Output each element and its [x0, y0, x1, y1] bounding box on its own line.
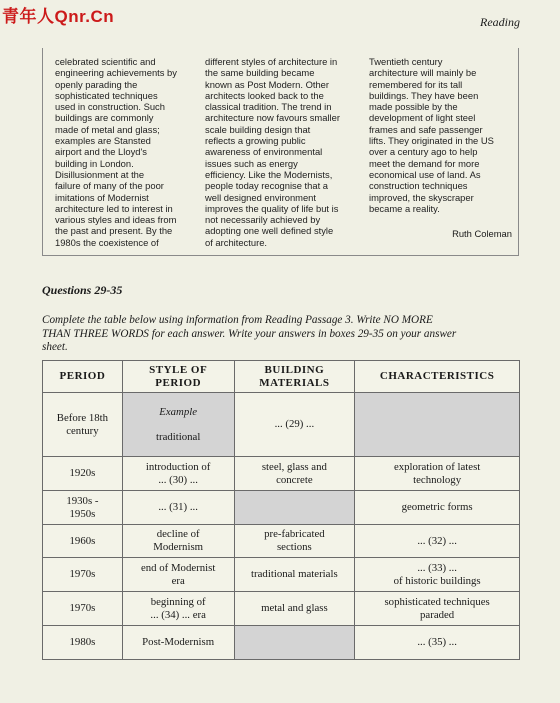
table-row: [43, 457, 520, 491]
cell-text: BUILDING: [264, 363, 325, 376]
passage-line: Twentieth century: [369, 56, 443, 67]
passage-column-3: [369, 56, 514, 214]
materials-cell: [234, 491, 355, 525]
table-row: [43, 491, 520, 525]
period-cell: [43, 393, 123, 457]
header-style: [122, 361, 234, 393]
period-cell: [43, 626, 123, 660]
passage-line: efficiency. Like the Modernists,: [205, 168, 333, 180]
characteristics-cell: [355, 592, 520, 626]
answer-table: [42, 360, 520, 660]
passage-column-2: [205, 56, 357, 248]
cell-text: sections: [276, 541, 312, 553]
running-head: Reading: [480, 15, 520, 29]
cell-text: pre-fabricated: [264, 528, 325, 540]
cell-text: 1930s -: [66, 494, 99, 507]
period-cell: [43, 491, 123, 525]
cell-text: MATERIALS: [259, 376, 330, 389]
materials-cell: [234, 457, 355, 491]
passage-line: architects looked back to the: [205, 89, 324, 101]
passage-line: openly parading the: [55, 78, 138, 90]
passage-line: frames and safe passenger: [369, 123, 483, 135]
cell-text: paraded: [420, 608, 455, 621]
style-cell: [122, 626, 234, 660]
header-materials: [234, 361, 355, 393]
passage-line: lifts. They originated in the US: [369, 135, 494, 147]
passage-line: used in construction. Such: [55, 101, 165, 113]
cell-text: ... (35) ...: [417, 636, 457, 648]
passage-line: examples are Stansted: [55, 135, 151, 147]
characteristics-cell: [355, 393, 520, 457]
passage-line: architecture now favours smaller: [205, 112, 340, 124]
table-row: [43, 393, 520, 457]
passage-line: buildings are commonly: [55, 112, 154, 124]
passage-column-1: [55, 56, 207, 248]
passage-line: airport and the Lloyd's: [55, 146, 147, 158]
cell-text: Before 18th: [56, 411, 109, 424]
cell-text: ... (33) ...: [417, 561, 457, 574]
questions-heading: Questions 29-35: [42, 283, 123, 297]
cell-text: ... (30) ...: [158, 473, 198, 486]
style-cell: [122, 558, 234, 592]
passage-line: the past and present. By the: [55, 225, 173, 237]
header-characteristics: [355, 361, 520, 393]
style-cell: [122, 592, 234, 626]
cell-text: ... (29) ...: [274, 418, 315, 430]
period-cell: [43, 558, 123, 592]
passage-line: construction techniques: [369, 180, 468, 192]
passage-line: over a century ago to help: [369, 146, 478, 158]
cell-text: 1960s: [69, 534, 96, 547]
passage-line: failure of many of the poor: [55, 180, 164, 192]
cell-text: PERIOD: [59, 370, 106, 382]
cell-text: beginning of: [150, 595, 206, 608]
instructions-line: Complete the table below using information from Reading Passage 3. Write NO MORE: [42, 314, 433, 326]
cell-text: ... (34) ... era: [150, 608, 206, 621]
cell-text: PERIOD: [155, 376, 202, 389]
style-cell: [122, 457, 234, 491]
passage-line: engineering achievements by: [55, 67, 177, 79]
passage-line: celebrated scientific and: [55, 56, 156, 67]
table-row: [43, 626, 520, 660]
passage-line: of architecture.: [205, 236, 268, 248]
passage-line: well designed environment: [205, 191, 317, 203]
cell-text: 1970s: [69, 568, 96, 580]
cell-text: STYLE OF: [149, 363, 208, 376]
passage-line: building in London.: [55, 157, 134, 169]
cell-text: end of Modernist: [140, 561, 216, 574]
style-cell: [122, 491, 234, 525]
period-cell: [43, 592, 123, 626]
passage-line: 1980s the coexistence of: [55, 236, 159, 248]
characteristics-cell: [355, 525, 520, 558]
cell-text: decline of: [156, 528, 200, 540]
materials-cell: [234, 393, 355, 457]
passage-line: awareness of environmental: [205, 146, 323, 158]
passage-line: different styles of architecture in: [205, 56, 338, 67]
cell-text: introduction of: [145, 460, 211, 473]
period-cell: [43, 525, 123, 558]
passage-line: made of metal and glass;: [55, 123, 160, 135]
materials-cell: [234, 626, 355, 660]
passage-line: imitations of Modernist: [55, 191, 149, 203]
passage-line: the same building became: [205, 67, 315, 79]
materials-cell: [234, 558, 355, 592]
site-watermark: 青年人Qnr.Cn: [2, 7, 115, 26]
cell-text: steel, glass and: [261, 460, 327, 473]
passage-line: improved, the skyscraper: [369, 191, 474, 203]
passage-line: architecture will mainly be: [369, 67, 477, 79]
passage-line: improves the quality of life but is: [205, 202, 339, 214]
characteristics-cell: [355, 457, 520, 491]
cell-text: era: [171, 574, 185, 587]
cell-text: ... (31) ...: [158, 501, 198, 513]
passage-line: Disillusionment at the: [55, 168, 145, 180]
cell-text: 1980s: [69, 636, 96, 648]
cell-text: exploration of latest: [393, 460, 481, 473]
passage-line: architecture led to interest in: [55, 202, 173, 214]
cell-text: 1970s: [69, 602, 96, 614]
cell-text: metal and glass: [261, 602, 328, 614]
cell-text: technology: [413, 473, 462, 486]
passage-author: Ruth Coleman: [452, 228, 512, 239]
characteristics-cell: [355, 491, 520, 525]
instructions-line: THAN THREE WORDS for each answer. Write your answers in boxes 29-35 on your answer: [42, 327, 457, 340]
passage-line: people today recognise that a: [205, 180, 329, 192]
style-cell: [122, 393, 234, 457]
cell-text: 1920s: [69, 467, 96, 479]
cell-text: ... (32) ...: [417, 534, 457, 547]
passage-line: sophisticated techniques: [55, 89, 158, 101]
passage-box: [42, 48, 519, 256]
table-row: [43, 592, 520, 626]
passage-line: economical use of land. As: [369, 168, 481, 180]
table-row: [43, 525, 520, 558]
cell-text: Post-Modernism: [142, 636, 215, 648]
header-period: [43, 361, 123, 393]
cell-text: traditional: [155, 430, 201, 443]
passage-line: issues such as energy: [205, 157, 298, 169]
cell-text: concrete: [276, 473, 313, 486]
cell-text: 1950s: [69, 507, 96, 520]
materials-cell: [234, 592, 355, 626]
cell-text: of historic buildings: [393, 574, 481, 587]
style-cell: [122, 525, 234, 558]
characteristics-cell: [355, 558, 520, 592]
cell-text: century: [66, 424, 99, 437]
passage-line: adopting one well defined style: [205, 225, 334, 237]
passage-line: known as Post Modern. Other: [205, 78, 330, 90]
characteristics-cell: [355, 626, 520, 660]
example-label: Example: [159, 405, 198, 418]
period-cell: [43, 457, 123, 491]
cell-text: CHARACTERISTICS: [379, 370, 495, 382]
passage-line: remembered for its tall: [369, 78, 463, 90]
passage-line: buildings. They have been: [369, 89, 479, 101]
table-header-row: [43, 361, 520, 393]
passage-line: development of light steel: [369, 112, 476, 124]
cell-text: traditional materials: [251, 568, 338, 580]
cell-text: geometric forms: [401, 501, 473, 513]
table-row: [43, 558, 520, 592]
cell-text: Modernism: [153, 541, 204, 553]
passage-line: meet the demand for more: [369, 157, 480, 169]
passage-line: reflects a growing public: [205, 135, 306, 147]
passage-line: made possible by the: [369, 101, 458, 113]
passage-line: became a reality.: [369, 202, 440, 214]
instructions-line: sheet.: [42, 341, 68, 353]
passage-line: not necessarily achieved by: [205, 214, 321, 226]
instructions: [42, 314, 522, 355]
passage-line: various styles and ideas from: [55, 214, 177, 226]
materials-cell: [234, 525, 355, 558]
passage-line: classical tradition. The trend in: [205, 101, 332, 113]
passage-line: scale building design that: [205, 123, 311, 135]
cell-text: sophisticated techniques: [384, 595, 490, 608]
